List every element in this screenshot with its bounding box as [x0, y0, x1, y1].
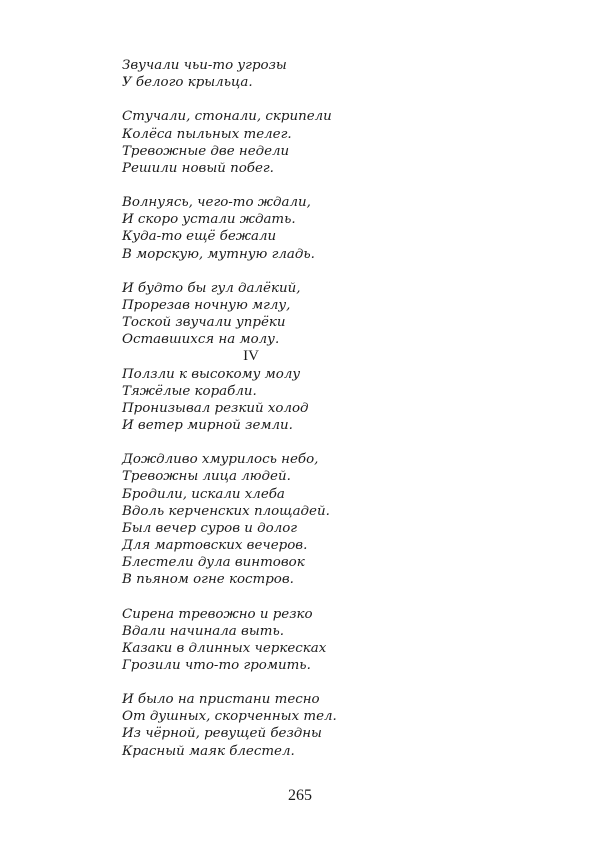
poem-line: Колёса пыльных телег.	[122, 126, 292, 142]
poem-line: Для мартовских вечеров.	[122, 537, 308, 553]
stanza-break	[122, 674, 482, 691]
poem-line: Волнуясь, чего-то ждали,	[122, 195, 311, 211]
poem-line: Пронизывал резкий холод	[122, 400, 309, 416]
stanza-break	[122, 434, 482, 451]
stanza-break	[122, 177, 482, 194]
poem-line: Вдоль керченских площадей.	[122, 503, 330, 519]
poem-line: Тревожные две недели	[122, 143, 290, 159]
poem-line: В морскую, мутную гладь.	[122, 246, 315, 262]
poem-line: Сирена тревожно и резко	[122, 606, 313, 622]
poem-line: Казаки в длинных черкесках	[122, 640, 327, 656]
poem-line: Тоской звучали упрёки	[122, 315, 286, 331]
poem-line: Вдали начинала выть.	[122, 623, 284, 639]
poem-line: Грозили что-то громить.	[122, 657, 311, 673]
poem-line: Звучали чьи-то угрозы	[122, 58, 287, 73]
page-number: 265	[288, 787, 312, 804]
poem-line: Куда-то ещё бежали	[122, 229, 277, 245]
poem-line: Блестели дула винтовок	[122, 555, 305, 571]
stanza-break	[122, 588, 482, 605]
poem-line: Бродили, искали хлеба	[122, 486, 285, 502]
poem-line: Тяжёлые корабли.	[122, 383, 257, 399]
poem-line: Стучали, стонали, скрипели	[122, 109, 332, 125]
poem-line: У белого крыльца.	[122, 75, 253, 91]
poem-line: Ползли к высокому молу	[122, 366, 301, 382]
poem-line: Решили новый побег.	[122, 160, 274, 176]
poem-line: В пьяном огне костров.	[122, 572, 294, 588]
poem-line: Тревожны лица людей.	[122, 469, 291, 485]
poem-line: И было на пристани тесно	[122, 692, 320, 708]
section-heading: IV	[243, 348, 259, 365]
poem-line: Прорезав ночную мглу,	[122, 297, 291, 313]
stanza-break	[122, 263, 482, 280]
poem-line: И будто бы гул далёкий,	[122, 280, 301, 296]
poem-line: От душных, скорченных тел.	[122, 709, 337, 725]
poem-line: Из чёрной, ревущей бездны	[122, 726, 322, 742]
poem-line: И ветер мирной земли.	[122, 417, 293, 433]
poem-line: Оставшихся на молу.	[122, 332, 280, 348]
poem-line: И скоро устали ждать.	[122, 212, 296, 228]
poem-text	[122, 57, 482, 760]
poem-line: Был вечер суров и долог	[122, 520, 298, 536]
poem-line: Красный маяк блестел.	[122, 743, 295, 759]
stanza-break	[122, 91, 482, 108]
poem-line: Дождливо хмурилось небо,	[122, 452, 319, 468]
